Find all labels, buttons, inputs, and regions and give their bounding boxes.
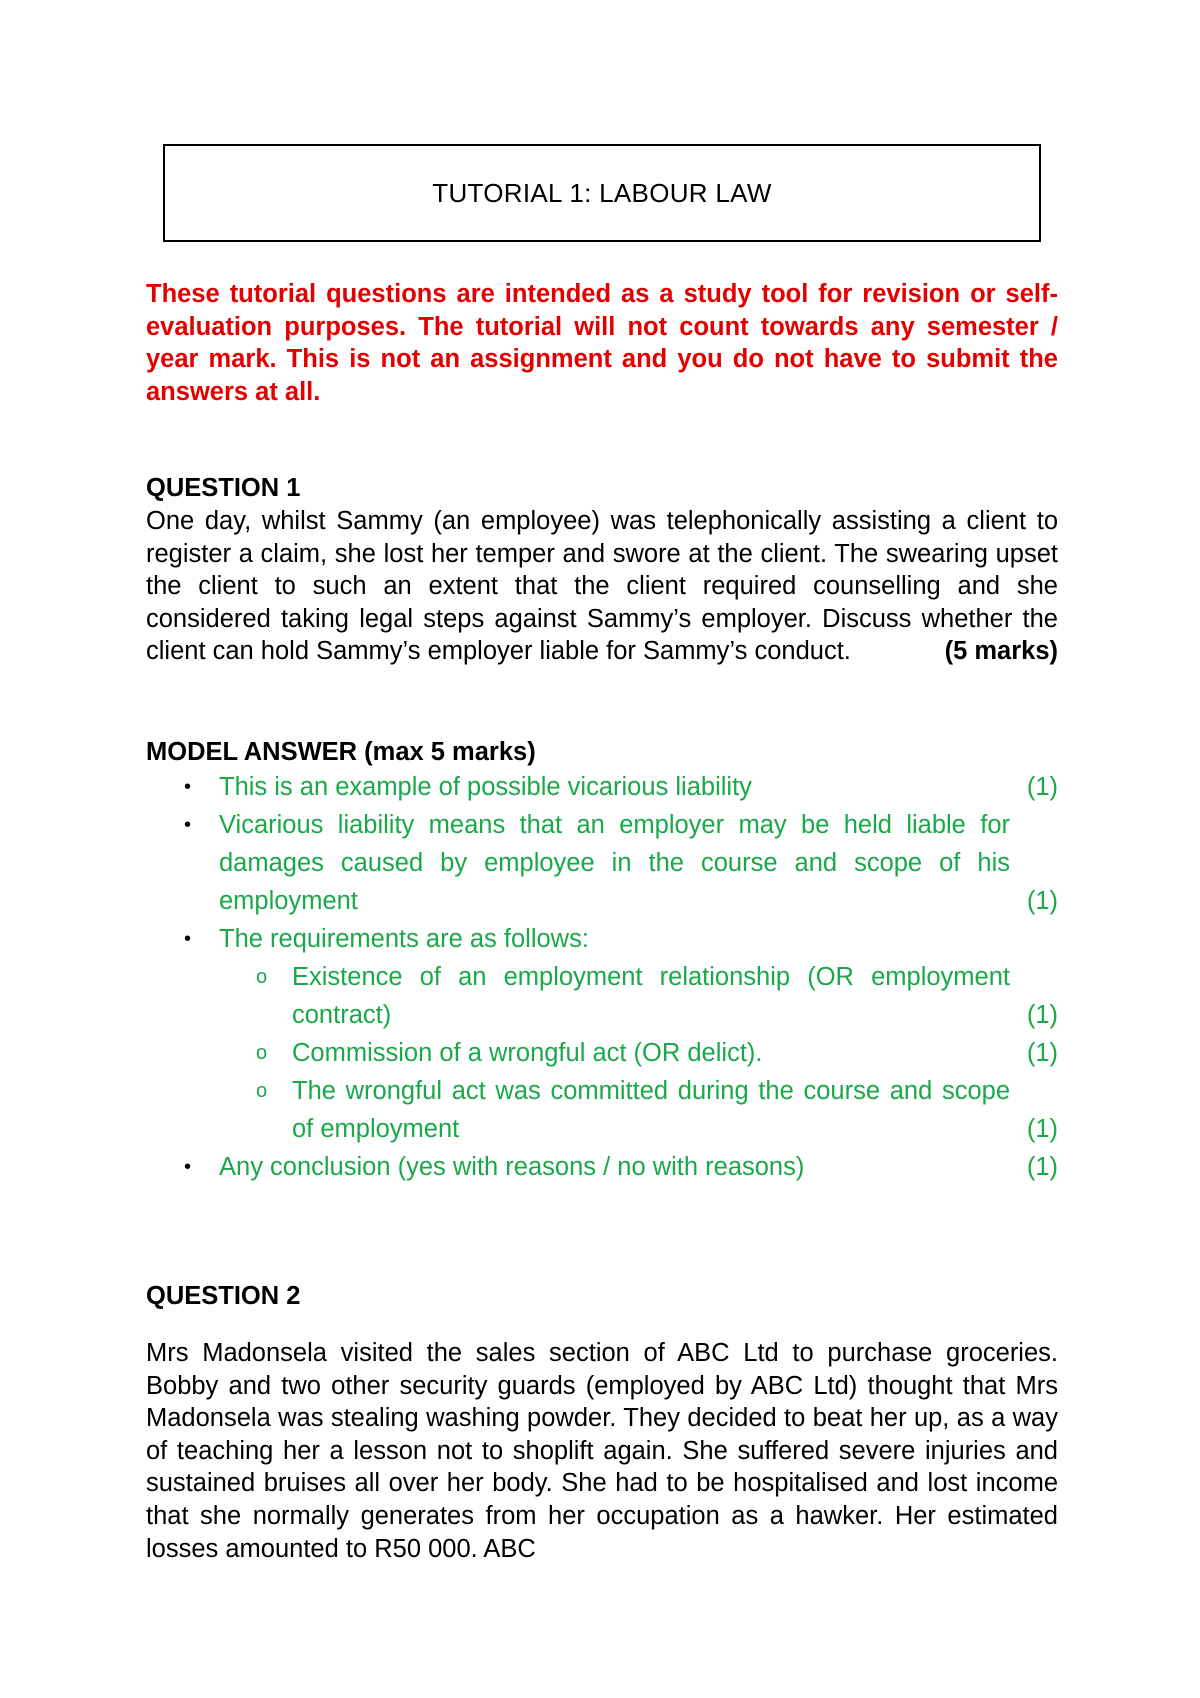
sub-list-item: o Existence of an employment relationship (OR employment contract) (1)	[146, 958, 1058, 1034]
model-answer-heading-wrap	[146, 738, 1058, 767]
question-2	[146, 1282, 1058, 1565]
sub-list-item: o Commission of a wrongful act (OR delict). (1)	[146, 1034, 1058, 1072]
question-2-text: Mrs Madonsela visited the sales section of ABC Ltd to purchase groceries. Bobby and two other security guards (employed by ABC Ltd) thought that Mrs Madonsela was stealing washing powder. They decided to beat her up, as a way of teaching her a lesson not to shoplift again. She suffered severe injuries and sustained bruises all over her body. She had to be hospitalised and lost income that she normally generates from her occupation as a hawker. Her estimated losses amounted to R50 000. ABC	[146, 1339, 1058, 1563]
question-1-body: One day, whilst Sammy (an employee) was telephonically assisting a client to register a claim, she lost her temper and swore at the client. The swearing upset the client to such an extent that the client required counselling and she considered taking legal steps against Sammy’s employer. Discuss whether the client can hold Sammy’s employer liable for Sammy’s conduct.	[146, 507, 1058, 666]
title-box	[163, 144, 1041, 242]
bullet-icon: •	[184, 814, 192, 836]
list-item: • Vicarious liability means that an employer may be held liable for damages caused by employee in the course and scope of his employment (1)	[146, 806, 1058, 920]
question-2-heading: QUESTION 2	[146, 1282, 301, 1310]
question-1	[146, 474, 1058, 668]
model-answer-list	[146, 768, 1058, 1186]
notice-text: These tutorial questions are intended as a study tool for revision or self-evaluation purposes. The tutorial will not count towards any semester / year mark. This is not an assignment and you do not have to submit the answers at all.	[146, 280, 1058, 406]
circle-bullet-icon: o	[256, 966, 268, 988]
bullet-icon: •	[184, 776, 192, 798]
bullet-icon: •	[184, 1156, 192, 1178]
sub-list-item: o The wrongful act was committed during the course and scope of employment (1)	[146, 1072, 1058, 1148]
question-1-text	[146, 505, 1058, 668]
list-item: • This is an example of possible vicarious liability (1)	[146, 768, 1058, 806]
circle-bullet-icon: o	[256, 1042, 268, 1064]
question-1-heading: QUESTION 1	[146, 474, 301, 502]
list-item: • Any conclusion (yes with reasons / no with reasons) (1)	[146, 1148, 1058, 1186]
bullet-icon: •	[184, 928, 192, 950]
list-item: • The requirements are as follows:	[146, 920, 1058, 958]
page-title: TUTORIAL 1: LABOUR LAW	[432, 177, 772, 208]
model-answer-heading: MODEL ANSWER (max 5 marks)	[146, 738, 536, 766]
circle-bullet-icon: o	[256, 1080, 268, 1102]
question-1-marks: (5 marks)	[944, 637, 1058, 666]
